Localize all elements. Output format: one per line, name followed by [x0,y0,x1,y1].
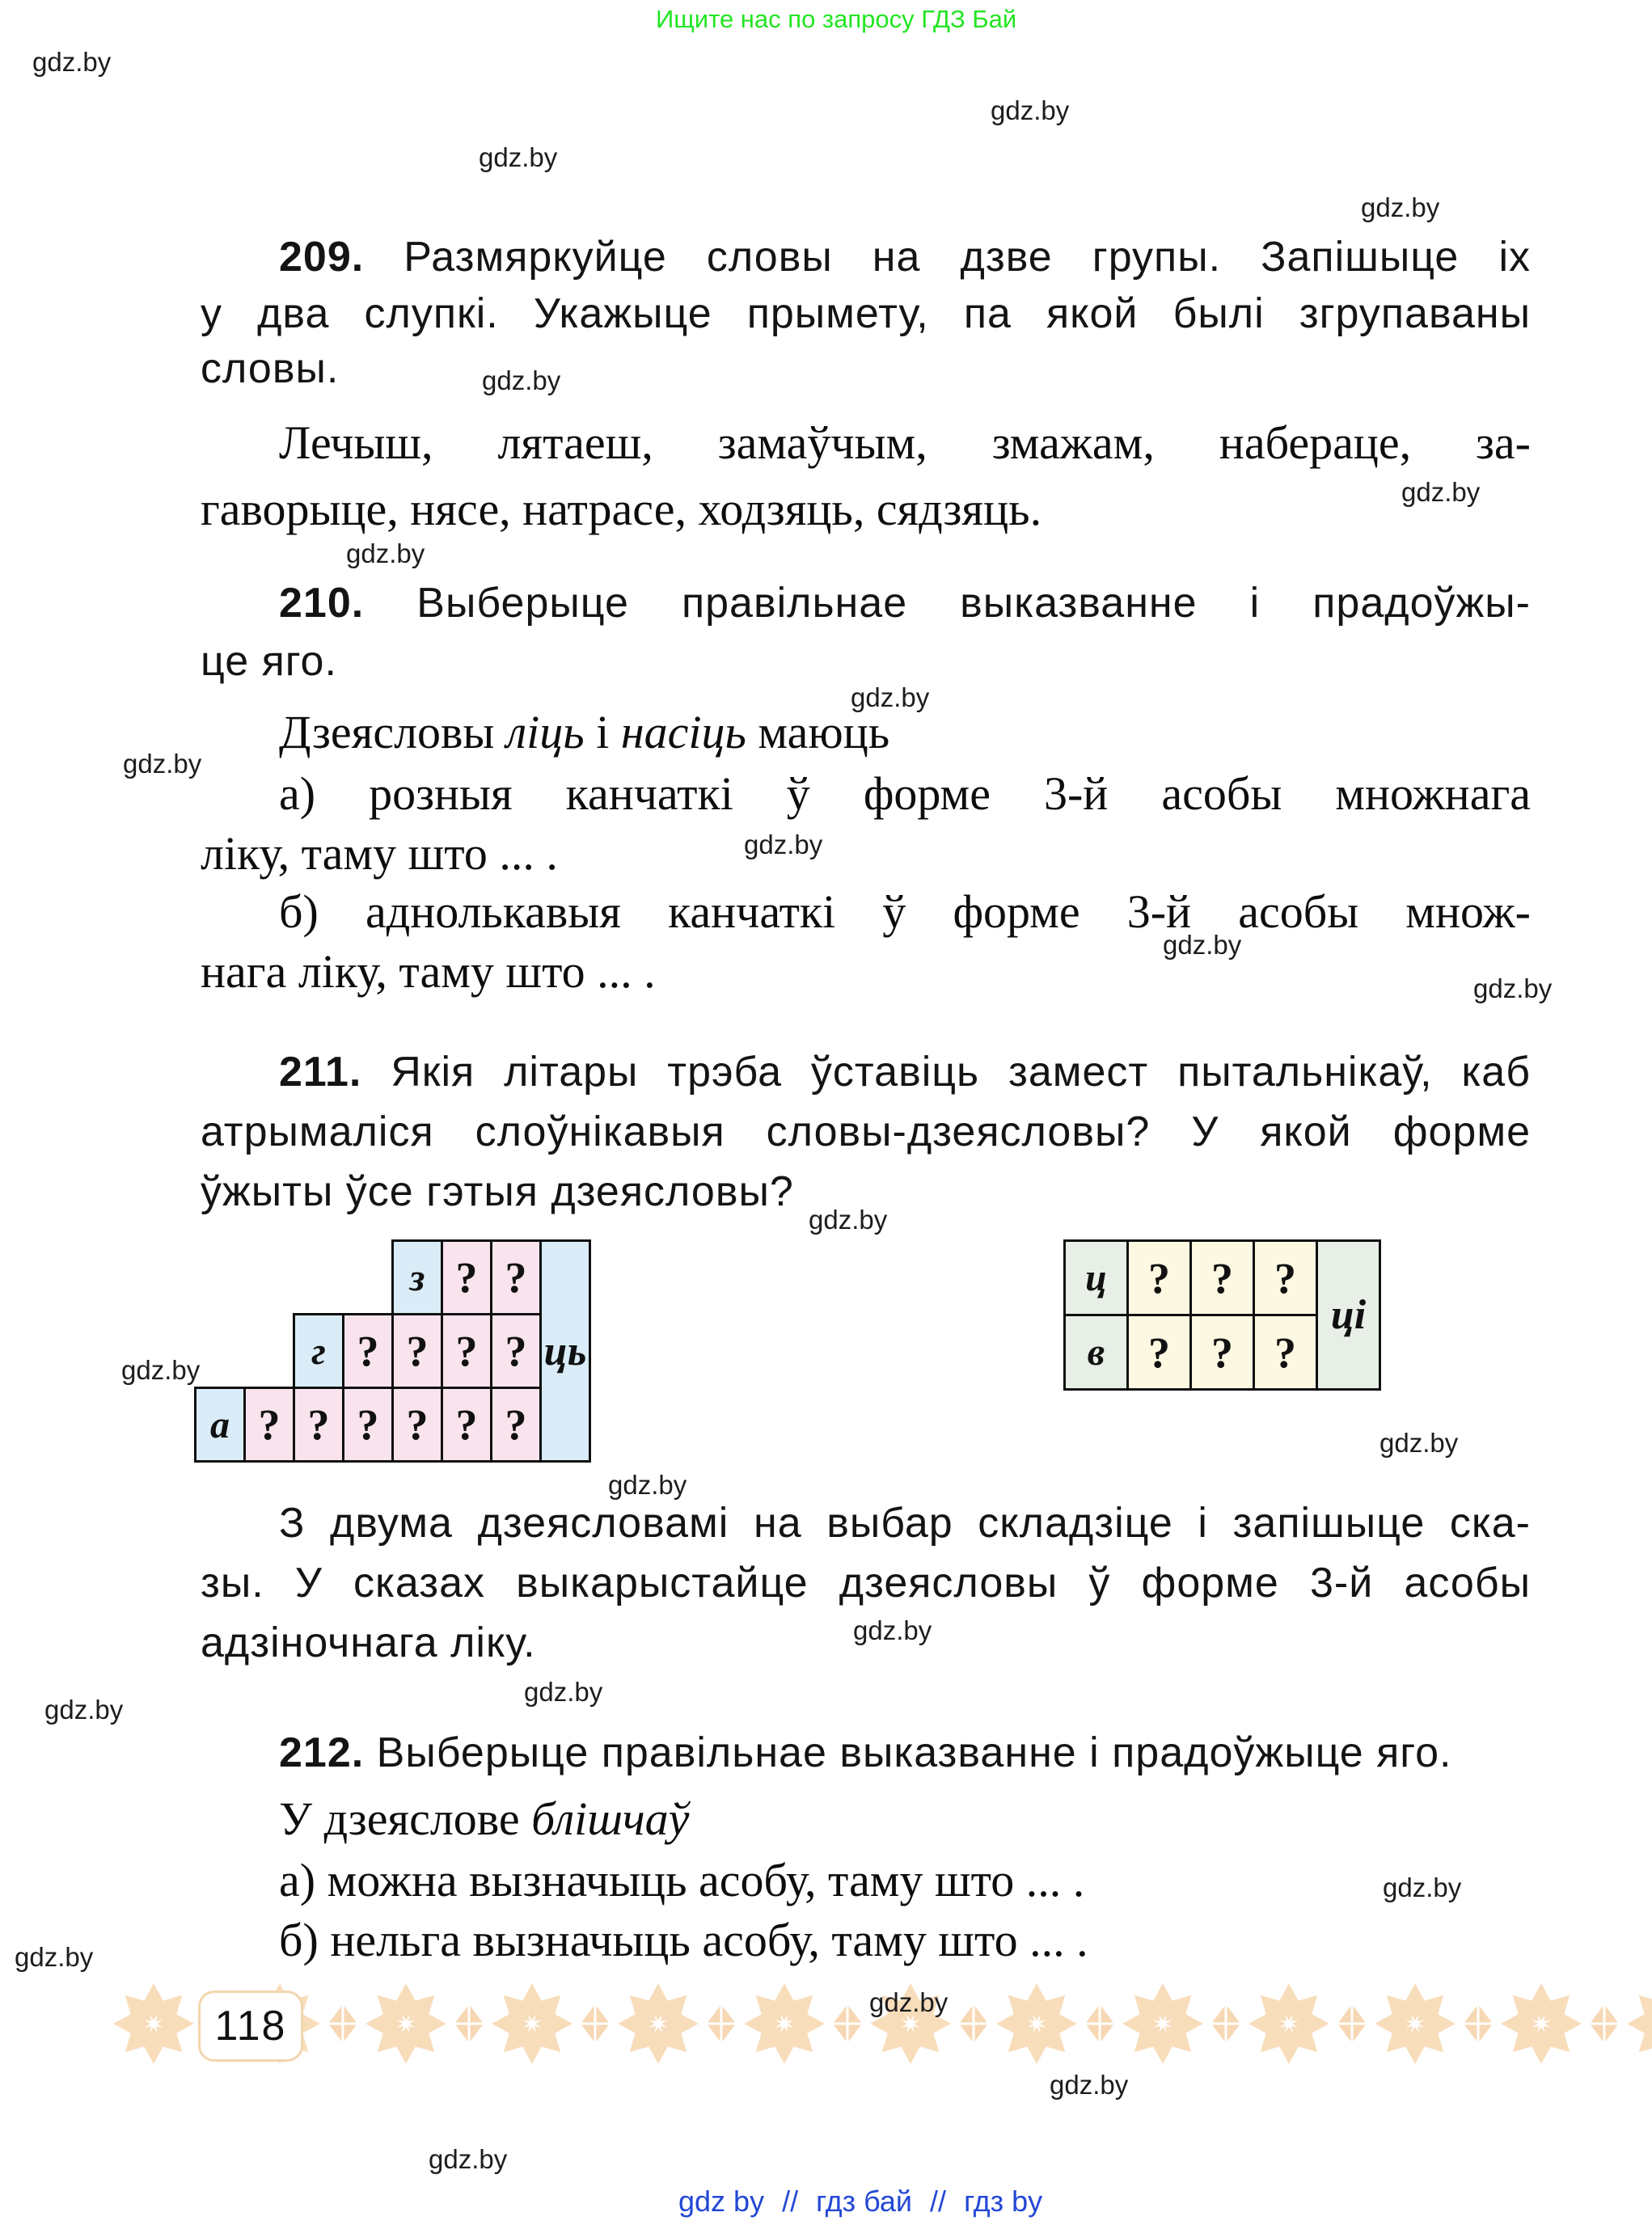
task-211-followup-line-2: зы. У сказах выкарыстайце дзеясловы ў форме 3-й асобы [201,1560,1531,1606]
question-mark: ? [1148,1328,1170,1377]
ornament-diamond-icon [1588,2003,1620,2045]
gdz-watermark: gdz.by [524,1677,603,1707]
task-210-intro-text-2: і [584,706,621,758]
task-210-option-b-line-2: нага ліку, таму што ... . [201,945,656,998]
gdz-watermark: gdz.by [744,830,823,859]
table-cell-mark [1253,1239,1318,1316]
ornament-diamond-icon [1336,2003,1368,2045]
footer-link-1[interactable]: гдз бай [816,2185,913,2218]
question-mark: ? [1148,1253,1170,1302]
cell-letter: г [311,1329,326,1373]
task-210-verb-2: насіць [620,706,746,758]
question-mark: ? [258,1400,281,1449]
exercise-211-text: Якія літары трэба ўставіць замест пытальнікаў, каб [361,1049,1531,1096]
table-cell-letter [194,1387,246,1463]
ornament-diamond-icon [1084,2003,1116,2045]
ornament-star-icon [1373,1982,1457,2066]
task-212-verb: блішчаў [531,1792,690,1845]
promo-banner: Ищите нас по запросу ГДЗ Бай [656,5,1017,33]
exercise-210-number: 210. [279,580,365,627]
exercise-210-text: Выберыце правільнае выказванне і прадоўжы- [364,580,1531,627]
ornament-diamond-icon [453,2003,485,2045]
table-cell-suffix [1316,1239,1381,1391]
task-210-option-a-line-1: а) розныя канчаткі ў форме 3-й асобы множнага [279,767,1531,820]
table-cell-mark [441,1239,492,1315]
question-mark: ? [357,1400,379,1449]
gdz-watermark: gdz.by [1383,1872,1462,1902]
page-number-box [198,1991,303,2062]
table-cell-mark [391,1313,443,1389]
gdz-watermark: gdz.by [1379,1428,1459,1458]
table-cell-mark [1253,1314,1318,1391]
ornament-diamond-icon [1462,2003,1494,2045]
task-210-intro [279,705,889,759]
word-list-line-1: Лечыш, лятаеш, замаўчым, змажам, набераце, за- [279,416,1531,469]
table-cell-letter [1063,1239,1129,1316]
gdz-watermark: gdz.by [429,2144,508,2174]
exercise-209-line-1 [279,233,1531,281]
question-mark: ? [1211,1328,1233,1377]
exercise-210-line-1 [279,579,1531,627]
ornament-star-icon [112,1982,196,2066]
cell-suffix: ць [543,1328,587,1374]
table-cell-mark [243,1387,295,1463]
gdz-watermark: gdz.by [1361,192,1440,222]
gdz-watermark: gdz.by [479,142,558,172]
task-212-option-b: б) нельга вызначыць асобу, таму што ... . [279,1914,1088,1966]
ornament-star-icon [616,1982,700,2066]
ornament-diamond-icon [831,2003,864,2045]
gdz-watermark: gdz.by [1473,973,1553,1003]
gdz-watermark: gdz.by [853,1615,932,1645]
table-cell-mark [441,1313,492,1389]
exercise-211-line-1 [279,1048,1531,1096]
table-cell-mark [1189,1239,1255,1316]
table-cell-mark [490,1313,542,1389]
ornament-star-icon [1625,1982,1652,2066]
question-mark: ? [455,1327,478,1375]
gdz-watermark: gdz.by [1401,477,1481,507]
ornament-star-icon [364,1982,448,2066]
gdz-watermark: gdz.by [851,682,930,712]
exercise-209-line-3: словы. [201,345,340,392]
question-mark: ? [505,1400,527,1449]
ornament-star-icon [1499,1982,1583,2066]
task-212-intro-text: У дзеяслове [279,1792,532,1845]
exercise-212-line-1 [279,1729,1452,1777]
ornament-diamond-icon [579,2003,611,2045]
table-cell-letter [1063,1314,1129,1391]
task-210-intro-text-3: маюць [746,706,890,758]
gdz-watermark: gdz.by [32,47,112,77]
exercise-210-line-2: це яго. [201,638,337,685]
exercise-212-text: Выберыце правільнае выказванне і прадоўжыце яго. [364,1729,1452,1776]
ornament-star-icon [490,1982,574,2066]
gdz-watermark: gdz.by [809,1205,888,1235]
cell-letter: ц [1085,1256,1107,1299]
exercise-211-number: 211. [279,1049,362,1096]
question-mark: ? [505,1253,527,1302]
table-cell-suffix [539,1239,591,1463]
cell-letter: з [409,1256,425,1299]
gdz-watermark: gdz.by [346,538,425,568]
exercise-209-line-2: у два слупкі. Укажыце прымету, па якой былі згрупаваны [201,290,1531,337]
gdz-watermark: gdz.by [121,1355,201,1385]
gdz-watermark: gdz.by [1163,930,1242,960]
question-mark: ? [1211,1253,1233,1302]
page-number: 118 [214,2003,287,2050]
task-212-option-a: а) можна вызначыць асобу, таму што ... . [279,1854,1085,1906]
table-cell-mark [441,1387,492,1463]
ornament-diamond-icon [327,2003,359,2045]
footer-link-separator: // [930,2185,947,2218]
task-210-option-b-line-1: б) аднолькавыя канчаткі ў форме 3-й асобы множ- [279,885,1531,938]
task-210-intro-text-1: Дзеясловы [279,706,506,758]
word-list-line-2: гаворыце, нясе, натрасе, ходзяць, сядзяць. [201,483,1042,535]
ornament-diamond-icon [1210,2003,1242,2045]
question-mark: ? [406,1400,429,1449]
cell-letter: а [210,1403,230,1446]
ornament-star-icon [995,1982,1079,2066]
question-mark: ? [505,1327,527,1375]
table-cell-mark [1189,1314,1255,1391]
table-cell-mark [1126,1239,1192,1316]
footer-link-2[interactable]: гдз by [964,2185,1043,2218]
gdz-watermark: gdz.by [482,365,561,395]
gdz-watermark: gdz.by [44,1695,124,1725]
exercise-211-line-3: ўжыты ўсе гэтыя дзеясловы? [201,1168,794,1215]
footer-link-separator: // [782,2185,799,2218]
table-cell-mark [293,1387,344,1463]
cell-suffix: ці [1330,1292,1367,1338]
task-211-followup-line-3: адзіночнага ліку. [201,1619,536,1666]
table-cell-mark [342,1313,394,1389]
ornament-diamond-icon [957,2003,990,2045]
table-cell-mark [342,1387,394,1463]
exercise-209-text: Размяркуйце словы на дзве групы. Запішыце іх [364,234,1531,281]
question-mark: ? [1274,1328,1296,1377]
exercise-212-number: 212. [279,1729,365,1776]
table-cell-letter [391,1239,443,1315]
ornament-diamond-icon [705,2003,737,2045]
gdz-watermark: gdz.by [869,1987,949,2017]
gdz-watermark: gdz.by [123,749,202,779]
exercise-209-number: 209. [279,234,365,281]
question-mark: ? [455,1253,478,1302]
gdz-watermark: gdz.by [15,1942,94,1972]
question-mark: ? [307,1400,330,1449]
exercise-211-line-2: атрымаліся слоўнікавыя словы-дзеясловы? У якой форме [201,1108,1531,1155]
table-cell-mark [1126,1314,1192,1391]
ornament-star-icon [1247,1982,1331,2066]
table-cell-mark [391,1387,443,1463]
question-mark: ? [455,1400,478,1449]
table-cell-letter [293,1313,344,1389]
cell-letter: в [1087,1331,1105,1374]
gdz-watermark: gdz.by [608,1470,687,1500]
table-cell-mark [490,1387,542,1463]
question-mark: ? [1274,1253,1296,1302]
ornament-star-icon [1121,1982,1205,2066]
footer-link-0[interactable]: gdz by [678,2185,765,2218]
task-210-verb-1: ліць [505,706,585,758]
ornament-star-icon [742,1982,826,2066]
footer-links [678,2185,1042,2219]
task-210-option-a-line-2: ліку, таму што ... . [201,827,558,880]
question-mark: ? [357,1327,379,1375]
task-212-intro [279,1792,689,1846]
question-mark: ? [406,1327,429,1375]
gdz-watermark: gdz.by [1050,2070,1129,2100]
table-cell-mark [490,1239,542,1315]
task-211-followup-line-1: З двума дзеясловамі на выбар складзіце і запішыце ска- [279,1500,1531,1547]
gdz-watermark: gdz.by [991,95,1070,125]
